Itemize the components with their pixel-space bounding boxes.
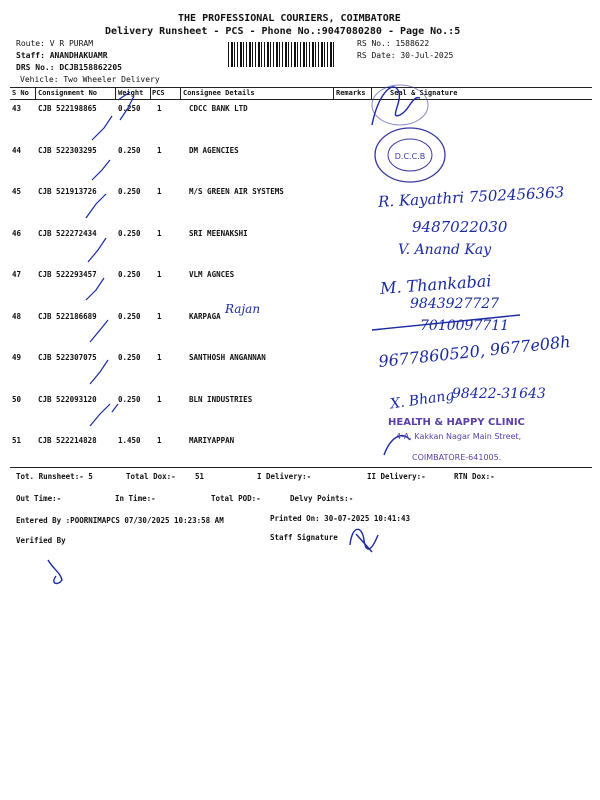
signature-45: R. Kayathri 7502456363 xyxy=(377,183,565,211)
row-consignee: SRI MEENAKSHI xyxy=(189,229,248,238)
row-consignment: CJB 522214828 xyxy=(38,436,97,445)
row-sno: 50 xyxy=(12,395,22,404)
rs-number: RS No.: 1588622 xyxy=(357,39,430,48)
clinic-stamp-address: 4-A, Kakkan Nagar Main Street, xyxy=(396,432,522,441)
rs-date: RS Date: 30-Jul-2025 xyxy=(357,51,454,60)
row-pcs: 1 xyxy=(157,104,162,113)
col-remarks: Remarks xyxy=(336,89,366,97)
col-weight: Weight xyxy=(118,89,144,97)
seal-text: D.C.C.B xyxy=(394,152,426,161)
row-weight: 0.250 xyxy=(118,270,141,279)
signature-50-a: X. Bhang xyxy=(389,387,456,413)
row-pcs: 1 xyxy=(157,353,162,362)
row-weight: 1.450 xyxy=(118,436,141,445)
signature-47: M. Thankabai xyxy=(379,271,493,298)
row-pcs: 1 xyxy=(157,270,162,279)
row-consignee: BLN INDUSTRIES xyxy=(189,395,253,404)
row-consignee: SANTHOSH ANGANNAN xyxy=(189,353,266,362)
row-pcs: 1 xyxy=(157,187,162,196)
row-pcs: 1 xyxy=(157,436,162,445)
row-pcs: 1 xyxy=(157,312,162,321)
row-weight: 0.250 xyxy=(118,187,141,196)
i-delivery: I Delivery:- xyxy=(257,472,312,481)
row-consignment: CJB 522198865 xyxy=(38,104,97,113)
row-consignee: VLM AGNCES xyxy=(189,270,235,279)
verified-by: Verified By xyxy=(16,536,66,545)
signature-50-b: 98422-31643 xyxy=(452,386,546,402)
row-weight: 0.250 xyxy=(118,312,141,321)
vehicle-label: Vehicle: Two Wheeler Delivery xyxy=(20,75,160,84)
signature-46-name: V. Anand Kay xyxy=(398,242,492,258)
rtn-dox: RTN Dox:- xyxy=(454,472,495,481)
row-weight: 0.250 xyxy=(118,229,141,238)
clinic-stamp-city: COIMBATORE-641005. xyxy=(412,453,502,462)
row-weight: 0.250 xyxy=(118,353,141,362)
tick-marks xyxy=(86,92,134,426)
row-consignee: MARIYAPPAN xyxy=(189,436,235,445)
total-pod: Total POD:- xyxy=(211,494,261,503)
company-title: THE PROFESSIONAL COURIERS, COIMBATORE xyxy=(178,13,401,24)
total-dox-label: Total Dox:- xyxy=(126,472,176,481)
row-consignment: CJB 521913726 xyxy=(38,187,97,196)
row-sno: 45 xyxy=(12,187,22,196)
out-time: Out Time:- xyxy=(16,494,62,503)
signature-48-a: 9843927727 xyxy=(410,296,500,312)
clinic-stamp-name: HEALTH & HAPPY CLINIC xyxy=(388,417,525,428)
row-weight: 0.250 xyxy=(118,104,141,113)
signature-49: 9677860520, 9677e08h xyxy=(377,331,572,372)
entered-by: Entered By :POORNIMAPCS 07/30/2025 10:23:58 AM xyxy=(16,516,224,525)
staff-signature: Staff Signature xyxy=(270,533,338,542)
row-weight: 0.250 xyxy=(118,395,141,404)
seal-outline-top xyxy=(372,85,428,125)
row-sno: 46 xyxy=(12,229,22,238)
row-consignee: CDCC BANK LTD xyxy=(189,104,248,113)
col-seal-signature: Seal & Signature xyxy=(390,89,458,97)
row-consignment: CJB 522293457 xyxy=(38,270,97,279)
row-consignment: CJB 522186689 xyxy=(38,312,97,321)
row-consignment: CJB 522272434 xyxy=(38,229,97,238)
row-consignee: DM AGENCIES xyxy=(189,146,239,155)
row-sno: 48 xyxy=(12,312,22,321)
delvy-points: Delvy Points:- xyxy=(290,494,354,503)
ii-delivery: II Delivery:- xyxy=(367,472,426,481)
in-time: In Time:- xyxy=(115,494,156,503)
row-consignee: KARPAGA xyxy=(189,312,221,321)
drs-number: DRS No.: DCJB158862205 xyxy=(16,63,122,72)
staff-label: Staff: ANANDHAKUAMR xyxy=(16,51,108,60)
row-consignment: CJB 522093120 xyxy=(38,395,97,404)
row-sno: 47 xyxy=(12,270,22,279)
karpaga-handwritten-note: Rajan xyxy=(225,302,261,316)
printed-on: Printed On: 30-07-2025 10:41:43 xyxy=(270,514,410,523)
col-consignee: Consignee Details xyxy=(183,89,255,97)
row-pcs: 1 xyxy=(157,395,162,404)
row-consignment: CJB 522307075 xyxy=(38,353,97,362)
row-weight: 0.250 xyxy=(118,146,141,155)
signature-scribbles xyxy=(48,87,520,584)
row-sno: 49 xyxy=(12,353,22,362)
col-pcs: PCS xyxy=(152,89,165,97)
route-label: Route: V R PURAM xyxy=(16,39,94,48)
row-pcs: 1 xyxy=(157,229,162,238)
row-pcs: 1 xyxy=(157,146,162,155)
total-dox-value: 51 xyxy=(195,472,205,481)
row-sno: 44 xyxy=(12,146,22,155)
signature-46-phone: 9487022030 xyxy=(412,218,508,236)
runsheet-subtitle: Delivery Runsheet - PCS - Phone No.:9047080280 - Page No.:5 xyxy=(105,26,461,37)
row-consignee: M/S GREEN AIR SYSTEMS xyxy=(189,187,284,196)
col-consignment: Consignment No xyxy=(38,89,98,97)
row-sno: 43 xyxy=(12,104,22,113)
dccb-round-seal xyxy=(375,128,445,182)
tot-runsheet: Tot. Runsheet:- 5 xyxy=(16,472,93,481)
row-consignment: CJB 522303295 xyxy=(38,146,97,155)
col-sno: S No xyxy=(12,89,29,97)
row-sno: 51 xyxy=(12,436,22,445)
signature-48-b: 7010097711 xyxy=(420,318,510,334)
